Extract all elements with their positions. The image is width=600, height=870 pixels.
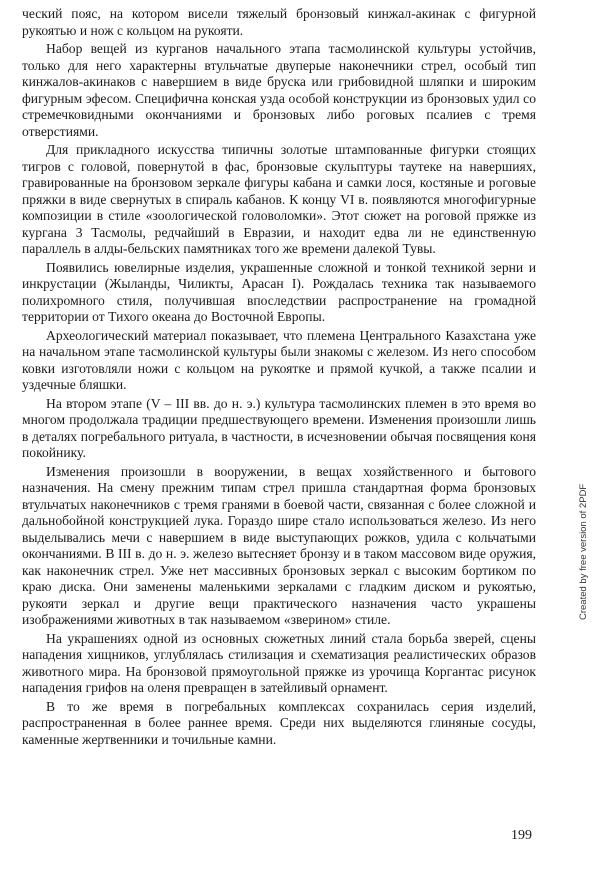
paragraph-8: На украшениях одной из основных сюжетных линий стала борьба зверей, сцены нападения хищников, углублялась стилизация и схематизация реалистических образов животного мира. На бронзовой прямоугольной пряжке из урочища Коргантас рисунок нападения грифов на оленя превращен в затейливый орнамент. bbox=[22, 630, 536, 695]
paragraph-5: Археологический материал показывает, что племена Центрального Казахстана уже на начальном этапе тасмолинской культуры были знакомы с железом. Из него способом ковки изготовляли ножи с кольцом на рукоятке и прямой кучкой, а также псалии и уздечные бляшки. bbox=[22, 327, 536, 392]
watermark-note: Created by free version of 2PDF bbox=[578, 483, 589, 620]
paragraph-6: На втором этапе (V – III вв. до н. э.) культура тасмолинских племен в это время во многом продолжала традиции предшествующего времени. Изменения произошли лишь в деталях погребального ритуала, в частности, в исчезновении обычая посвящения коня покойнику. bbox=[22, 395, 536, 460]
paragraph-2: Набор вещей из курганов начального этапа тасмолинской культуры устойчив, только для него характерны втульчатые двуперые наконечники стрел, особый тип кинжалов-акинаков с навершием в виде бруска или грибовидной шляпки и широким фигурным эфесом. Специфична конская узда особой конструкции из бронзовых удил со стремечковидными окончаниями и бронзовых либо роговых псалиев с тремя отверстиями. bbox=[22, 41, 536, 139]
page-number: 199 bbox=[511, 828, 532, 843]
paragraph-3: Для прикладного искусства типичны золотые штампованные фигурки стоящих тигров с головой, повернутой в фас, бронзовые скульптуры таутеке на навершиях, гравированные на бронзовом зеркале фигуры кабана и самки лося, костяные и роговые пряжки в виде свернутых в спираль кабанов. К концу VI в. появляются многофигурные композиции в стиле «зоологической головоломки». Этот сюжет на роговой пряжке из кургана 3 Тасмолы, редчайший в Евразии, и находит едва ли не единственную параллель в алды-бельских памятниках того же времени далекой Тувы. bbox=[22, 142, 536, 256]
paragraph-1: ческий пояс, на котором висели тяжелый бронзовый кинжал-акинак с фигурной рукоятью и нож с кольцом на рукояти. bbox=[22, 6, 536, 38]
paragraph-7: Изменения произошли в вооружении, в вещах хозяйственного и бытового назначения. На смену прежним типам стрел пришла стандартная форма бронзовых втульчатых наконечников с тремя гранями в боевой части, связанная с более сложной и дальнобойной конструкцией лука. Гораздо шире стало использоваться железо. Из него выделывались мечи с навершием в виде выступающих рожков, удила с кольчатыми окончаниями. В III в. до н. э. железо вытесняет бронзу и в таком массовом виде оружия, как наконечник стрел. Уже нет массивных бронзовых зеркал с высоким бортиком по краю диска. Они заменены маленькими зеркалами с гладким диском и рукоятью, рукояти зеркал и другие вещи практического назначения часто украшены изображениями животных в так называемом «зверином» стиле. bbox=[22, 463, 536, 627]
paragraph-4: Появились ювелирные изделия, украшенные сложной и тонкой техникой зерни и инкрустации (Жыланды, Чиликты, Арасан I). Рождалась техника так называемого полихромного стиля, получившая впоследствии распространение на громадной территории от Тихого океана до Восточной Европы. bbox=[22, 259, 536, 324]
paragraph-9: В то же время в погребальных комплексах сохранилась серия изделий, распространенная в более раннее время. Среди них выделяются глиняные сосуды, каменные жертвенники и точильные камни. bbox=[22, 698, 536, 747]
page-text bbox=[22, 6, 536, 748]
